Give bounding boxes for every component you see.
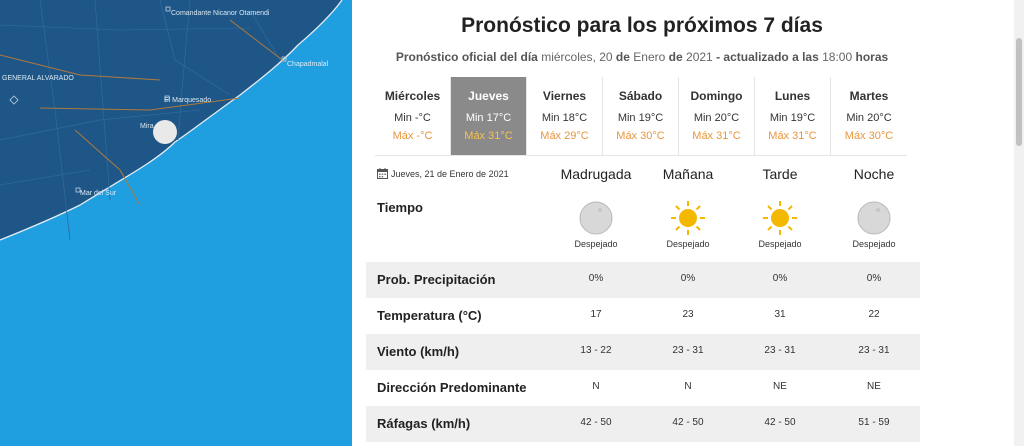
map-label-mira: Mira [140,123,154,130]
row-direccion: Dirección Predominante N N NE NE [377,380,881,395]
selected-date [377,168,509,179]
forecast-panel [352,0,1014,446]
day-tab-jueves[interactable]: Jueves Min 17°C Máx 31°C [451,77,527,155]
day-tabs [375,77,907,156]
sun-icon [762,200,798,236]
map-label-otamendi: Comandante Nicanor Otamendi [171,10,270,17]
weather-noche: Despejado [828,200,920,249]
selected-date-label: Jueves, 21 de Enero de 2021 [391,168,509,179]
day-tab-martes[interactable]: Martes Min 20°C Máx 30°C [844,89,894,142]
map-label-general-alvarado: GENERAL ALVARADO [2,75,74,82]
day-tab-miercoles[interactable]: Miércoles Min -°C Máx -°C [375,77,451,155]
page-title: Pronóstico para los próximos 7 días [461,14,823,37]
moon-icon [578,200,614,236]
weather-tarde: Despejado [734,200,826,249]
region-map[interactable] [0,0,352,446]
forecast-subtitle: Pronóstico oficial del día miércoles, 20 de Enero de 2021 - actualizado a las 18:00 horas [395,50,889,64]
moon-icon [856,200,892,236]
period-manana: Mañana [662,166,714,182]
map-label-chapadmalal: Chapadmalal [287,61,329,68]
day-tab-viernes[interactable]: Viernes Min 18°C Máx 29°C [527,77,603,155]
map-label-mar-del-sur: Mar del Sur [80,190,117,197]
day-tab-lunes[interactable]: Lunes Min 19°C Máx 31°C [755,77,831,155]
period-tarde: Tarde [762,166,798,182]
weather-madrugada: Despejado [550,200,642,249]
location-marker[interactable] [153,120,177,144]
scrollbar-thumb[interactable] [1016,38,1022,146]
row-viento: Viento (km/h) 13 - 22 23 - 31 23 - 31 23 - 31 [366,334,920,370]
weather-manana: Despejado [642,200,734,249]
sun-icon [670,200,706,236]
row-prob-precipitacion: Prob. Precipitación 0% 0% 0% 0% [366,262,920,298]
calendar-icon [377,168,388,179]
period-noche: Noche [853,166,895,182]
day-tab-domingo[interactable]: Domingo Min 20°C Máx 31°C [679,77,755,155]
tiempo-label: Tiempo [377,200,423,215]
row-rafagas: Ráfagas (km/h) 42 - 50 42 - 50 42 - 50 51 - 59 [366,406,920,442]
row-temperatura: Temperatura (°C) 17 23 31 22 [377,308,880,323]
period-madrugada: Madrugada [560,166,632,182]
day-tab-sabado[interactable]: Sábado Min 19°C Máx 30°C [603,77,679,155]
scrollbar[interactable] [1014,0,1024,446]
map-label-el-marquesado: El Marquesado [164,97,212,104]
